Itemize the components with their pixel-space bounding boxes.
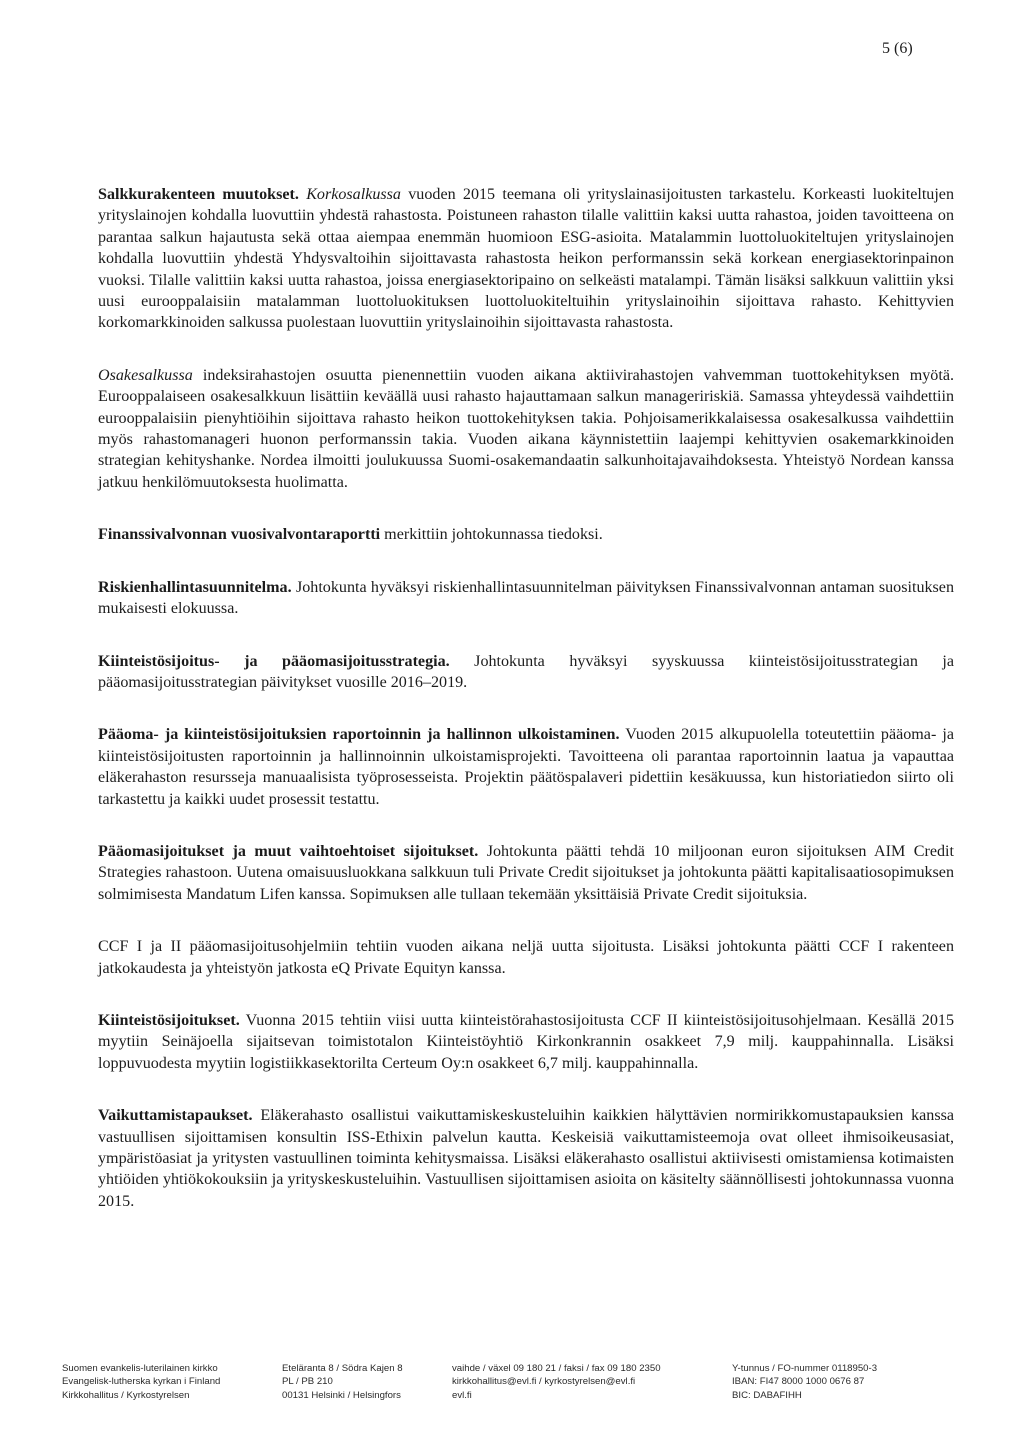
footer-line: evl.fi bbox=[452, 1389, 472, 1401]
footer-line: vaihde / växel 09 180 21 / faksi / fax 09 180 2350 bbox=[452, 1363, 661, 1374]
footer-line: Suomen evankelis-luterilainen kirkko bbox=[62, 1363, 218, 1374]
paragraph-heading: Pääoma- ja kiinteistösijoituksien raportoinnin ja hallinnon ulkoistaminen. bbox=[98, 726, 620, 744]
paragraph-text: CCF I ja II pääomasijoitusohjelmiin tehtiin vuoden aikana neljä uutta sijoitusta. Lisäksi johtokunta päätti CCF I rakenteen jatkokaudesta ja yhteistyön jatkosta eQ Private Equityn kanssa. bbox=[98, 938, 954, 977]
footer-contact-column bbox=[452, 1362, 661, 1402]
paragraph-text: Johtokunta hyväksyi syyskuussa kiinteistösijoitusstrategian ja pääomasijoitusstrategian päivitykset vuosille 2016–2019. bbox=[98, 652, 954, 691]
paragraph-heading: Finanssivalvonnan vuosivalvontaraportti bbox=[98, 526, 381, 544]
footer-line: Eteläranta 8 / Södra Kajen 8 bbox=[282, 1363, 403, 1374]
paragraph-real-estate-investments bbox=[98, 1010, 954, 1074]
footer-address-column bbox=[282, 1362, 403, 1402]
footer-org-column bbox=[62, 1362, 220, 1402]
footer-line: Y-tunnus / FO-nummer 0118950-3 bbox=[732, 1363, 878, 1374]
paragraph-equity-portfolio bbox=[98, 365, 954, 493]
footer-line: 00131 Helsinki / Helsingfors bbox=[282, 1389, 401, 1401]
paragraph-engagement bbox=[98, 1105, 954, 1212]
paragraph-text: Johtokunta hyväksyi riskienhallintasuunnitelman päivityksen Finanssivalvonnan antaman suosituksen mukaisesti elokuussa. bbox=[98, 578, 954, 618]
paragraph-outsourcing bbox=[98, 724, 954, 810]
footer-ids-column bbox=[732, 1362, 877, 1402]
paragraph-text: Vuoden 2015 alkupuolella toteutettiin pääoma- ja kiinteistösijoitusten raportoinnin ja hallinnoinnin ulkoistamisprojekti. Tavoitteena oli parantaa raportoinnin laatua ja vapauttaa eläkerahaston resursseja manuaalisista työprosesseista. Projektin päätöspalaveri pidettiin kesäkuussa, kun historiatiedon siirto oli tarkastettu ja kaikki uudet prosessit testattu. bbox=[98, 726, 954, 808]
paragraph-text: indeksirahastojen osuutta pienennettiin vuoden aikana aktiivirahastojen vahvemman tuottokehityksen myötä. Eurooppalaiseen osakesalkkuun lisättiin keväällä uusi rahasto hajauttamaan salkun manageririskiä. Samassa yhteydessä vaihdettiin eurooppalaisiin pienyhtiöihin sijoittava rahasto heikon tuottokehityksen takia. Pohjoisamerikkalaisessa osakesalkussa vaihdettiin myös rahastomanageri huonon performanssin takia. Vuoden aikana käynnistettiin laajempi kehittyvien osakemarkkinoiden strategian kehityshanke. Nordea ilmoitti joulukuussa Suomi-osakemandaatin salkunhoitajavaihdoksesta. Yhteistyö Nordean kanssa jatkuu henkilömuutoksesta huolimatta. bbox=[98, 366, 954, 491]
footer-line: Kirkkohallitus / Kyrkostyrelsen bbox=[62, 1389, 190, 1401]
paragraph-italic-intro: Korkosalkussa bbox=[306, 186, 401, 203]
paragraph-risk-plan bbox=[98, 577, 954, 620]
paragraph-heading: Kiinteistösijoitukset. bbox=[98, 1011, 240, 1029]
paragraph-private-equity bbox=[98, 841, 954, 905]
footer-line: Evangelisk-lutherska kyrkan i Finland bbox=[62, 1376, 221, 1388]
footer-line: PL / PB 210 bbox=[282, 1376, 333, 1388]
paragraph-italic-intro: Osakesalkussa bbox=[98, 366, 193, 384]
paragraph-heading: Kiinteistösijoitus- ja pääomasijoitusstrategia. bbox=[98, 652, 450, 670]
paragraph-text: merkittiin johtokunnassa tiedoksi. bbox=[380, 526, 603, 544]
document-body bbox=[98, 184, 954, 1243]
paragraph-real-estate-strategy bbox=[98, 651, 954, 694]
paragraph-text: vuoden 2015 teemana oli yrityslainasijoitusten tarkastelu. Korkeasti luokiteltujen yrityslainojen kohdalla luovuttiin yhdestä rahastosta. Poistuneen rahaston tilalle valittiin kaksi uutta rahastoa, joiden tavoitteena on parantaa salkun hajautusta sekä ottaa aiempaa enemmän huomioon ESG-asioita. Matalammin luottoluokiteltujen yrityslainojen kohdalla luovuttiin yhdestä Yhdysvaltoihin sijoittavasta rahastosta heikon performanssin sekä korkean energiasektorinpainon vuoksi. Tilalle valittiin kaksi uutta rahastoa, joissa energiasektoripaino on selkeästi matalampi. Tämän lisäksi salkkuun valittiin yksi uusi eurooppalaisiin matalamman luottoluokituksen luottoluokiteltuihin yrityslainoihin sijoittava rahasto. Kehittyvien korkomarkkinoiden salkussa puolestaan luovuttiin yrityslainoihin sijoittavasta rahastosta. bbox=[98, 186, 954, 332]
footer-line: BIC: DABAFIHH bbox=[732, 1389, 802, 1401]
paragraph-heading: Riskienhallintasuunnitelma. bbox=[98, 578, 292, 596]
paragraph-text: Vuonna 2015 tehtiin viisi uutta kiinteistörahastosijoitusta CCF II kiinteistösijoitusohjelmaan. Kesällä 2015 myytiin Seinäjoella sijaitsevan toimistotalon Kiinteistöyhtiö Kirkonkrannin osakkeet 7,9 milj. kauppahinnalla. Lisäksi loppuvuodesta myytiin logistiikkasektorilta Certeum Oy:n osakkeet 6,7 milj. kauppahinnalla. bbox=[98, 1011, 954, 1072]
paragraph-heading: Vaikuttamistapaukset. bbox=[98, 1107, 253, 1125]
paragraph-heading: Pääomasijoitukset ja muut vaihtoehtoiset sijoitukset. bbox=[98, 842, 479, 860]
paragraph-fiva-report bbox=[98, 524, 954, 545]
paragraph-text: Eläkerahasto osallistui vaikuttamiskeskusteluihin kaikkien hälyttävien normirikkomustapauksien kanssa vastuullisen sijoittamisen konsultin ISS-Ethixin palvelun kautta. Keskeisiä vaikuttamisteemoja ovat olleet ihmisoikeusasiat, ympäristöasiat ja yritysten vastuullinen toiminta kehitysmaissa. Lisäksi eläkerahasto osallistui aktiivisesti omistamiensa kotimaisten yhtiöiden yhtiökokouksiin ja yrityskeskusteluihin. Vastuullisen sijoittamisen asioita on käsitelty säännöllisesti johtokunnassa vuonna 2015. bbox=[98, 1107, 954, 1210]
paragraph-text: Johtokunta päätti tehdä 10 miljoonan euron sijoituksen AIM Credit Strategies rahastoon. Uutena omaisuusluokkana salkkuun tuli Private Credit sijoitukset ja johtokunta päätti kapitalisaatiosopimuksen solmimisesta Mandatum Lifen kanssa. Sopimuksen alle tullaan tekemään yksittäisiä Private Credit sijoituksia. bbox=[98, 842, 954, 903]
page-number: 5 (6) bbox=[882, 40, 913, 57]
paragraph-heading: Salkkurakenteen muutokset. bbox=[98, 186, 299, 203]
paragraph-ccf bbox=[98, 936, 954, 979]
footer-line: IBAN: FI47 8000 1000 0676 87 bbox=[732, 1376, 865, 1388]
paragraph-portfolio-changes bbox=[98, 184, 954, 334]
footer-line: kirkkohallitus@evl.fi / kyrkostyrelsen@evl.fi bbox=[452, 1376, 636, 1388]
